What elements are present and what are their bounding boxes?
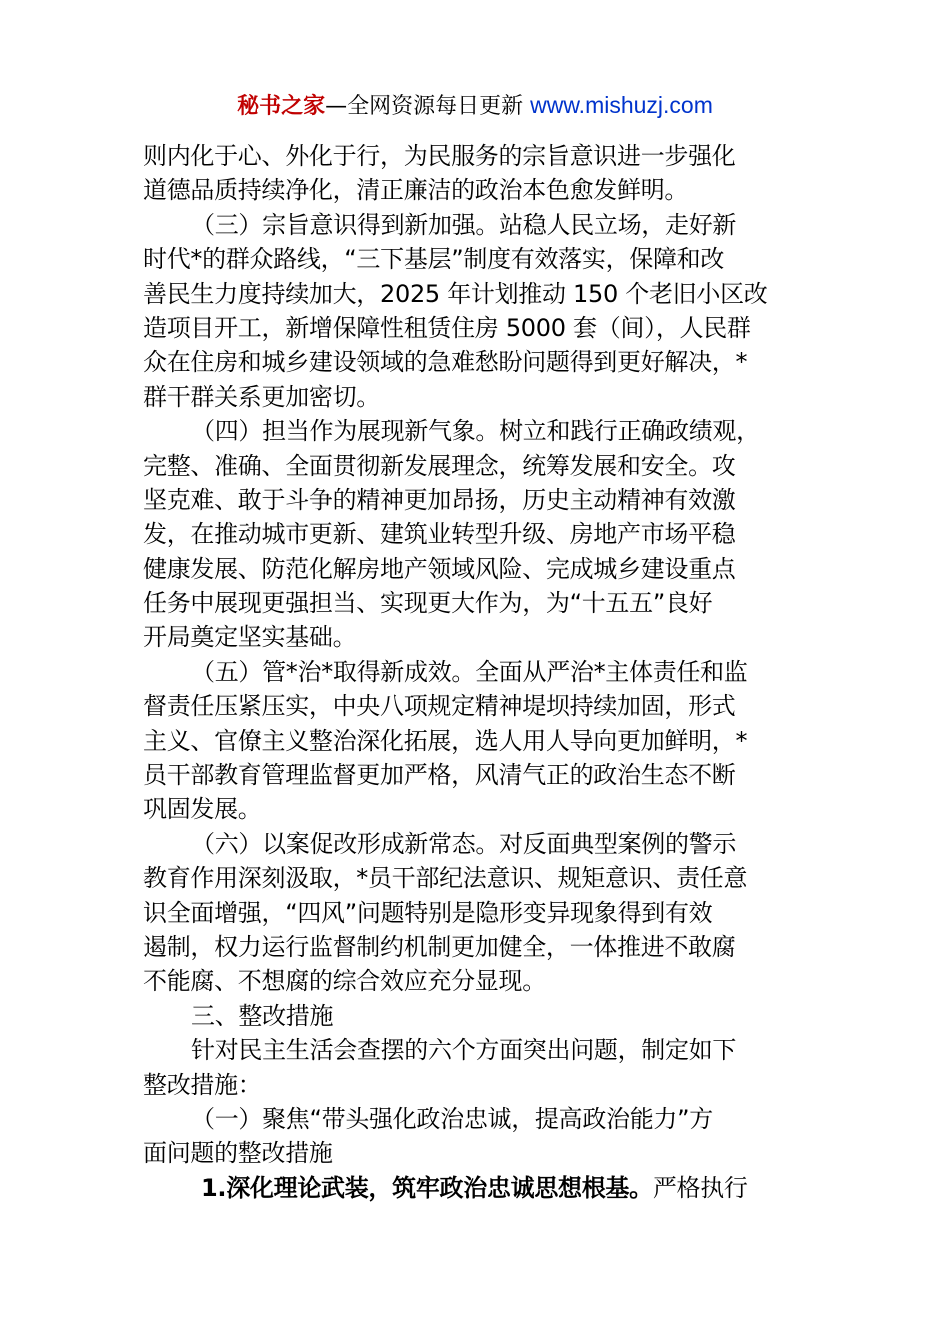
item-heading-line: [143, 1171, 833, 1205]
site-tagline: —全网资源每日更新: [325, 94, 531, 119]
text-line: 善民生力度持续加大，2025 年计划推动 150 个老旧小区改: [143, 279, 768, 308]
text-line: 任务中展现更强担当、实现更大作为，为“十五五”良好: [143, 589, 713, 618]
text-line: 遏制，权力运行监督制约机制更加健全，一体推进不敢腐: [143, 932, 736, 961]
item-heading-bold: 1.深化理论武装，筑牢政治忠诚思想根基。: [201, 1173, 653, 1202]
text-line: 教育作用深刻汲取，*员干部纪法意识、规矩意识、责任意: [143, 864, 748, 893]
paragraph-start: （六）以案促改形成新常态。对反面典型案例的警示: [191, 829, 737, 858]
text-line: 巩固发展。: [143, 795, 262, 824]
site-url[interactable]: www.mishuzj.com: [530, 92, 713, 118]
text-line: 开局奠定坚实基础。: [143, 623, 357, 652]
section-heading: 三、整改措施: [191, 1001, 334, 1030]
site-header: [0, 90, 950, 122]
text-line: 识全面增强，“四风”问题特别是隐形变异现象得到有效: [143, 898, 713, 927]
text-line: 面问题的整改措施: [143, 1139, 333, 1168]
text-line: 则内化于心、外化于行，为民服务的宗旨意识进一步强化: [143, 142, 736, 170]
text-line: 员干部教育管理监督更加严格，风清气正的政治生态不断: [143, 761, 736, 790]
text-line: 健康发展、防范化解房地产领域风险、完成城乡建设重点: [143, 554, 736, 583]
text-line: 道德品质持续净化，清正廉洁的政治本色愈发鲜明。: [143, 176, 689, 205]
text-line: 众在住房和城乡建设领域的急难愁盼问题得到更好解决，*: [143, 348, 748, 377]
subsection-heading: （一）聚焦“带头强化政治忠诚，提高政治能力”方: [191, 1104, 713, 1133]
text-line: 不能腐、不想腐的综合效应充分显现。: [143, 967, 546, 996]
site-brand: 秘书之家: [237, 94, 326, 119]
text-line: 造项目开工，新增保障性租赁住房 5000 套（间），人民群: [143, 313, 751, 342]
text-line: 督责任压紧压实，中央八项规定精神堤坝持续加固，形式: [143, 692, 736, 721]
text-line: 坚克难、敢于斗争的精神更加昂扬，历史主动精神有效激: [143, 485, 736, 514]
document-body: [143, 139, 833, 1205]
paragraph-start: （三）宗旨意识得到新加强。站稳人民立场，走好新: [191, 210, 737, 239]
paragraph-start: （四）担当作为展现新气象。树立和践行正确政绩观，: [191, 417, 760, 446]
text-line: 完整、准确、全面贯彻新发展理念，统筹发展和安全。攻: [143, 451, 736, 480]
text-line: 主义、官僚主义整治深化拓展，选人用人导向更加鲜明，*: [143, 726, 748, 755]
paragraph-start: 针对民主生活会查摆的六个方面突出问题，制定如下: [191, 1036, 737, 1065]
text-line: 发，在推动城市更新、建筑业转型升级、房地产市场平稳: [143, 520, 736, 549]
text-line: 时代*的群众路线，“三下基层”制度有效落实，保障和改: [143, 245, 725, 274]
text-line: 整改措施：: [143, 1070, 262, 1099]
paragraph-start: （五）管*治*取得新成效。全面从严治*主体责任和监: [191, 657, 748, 686]
text-line: 群干群关系更加密切。: [143, 382, 380, 411]
item-heading-continuation: 严格执行: [652, 1173, 748, 1202]
